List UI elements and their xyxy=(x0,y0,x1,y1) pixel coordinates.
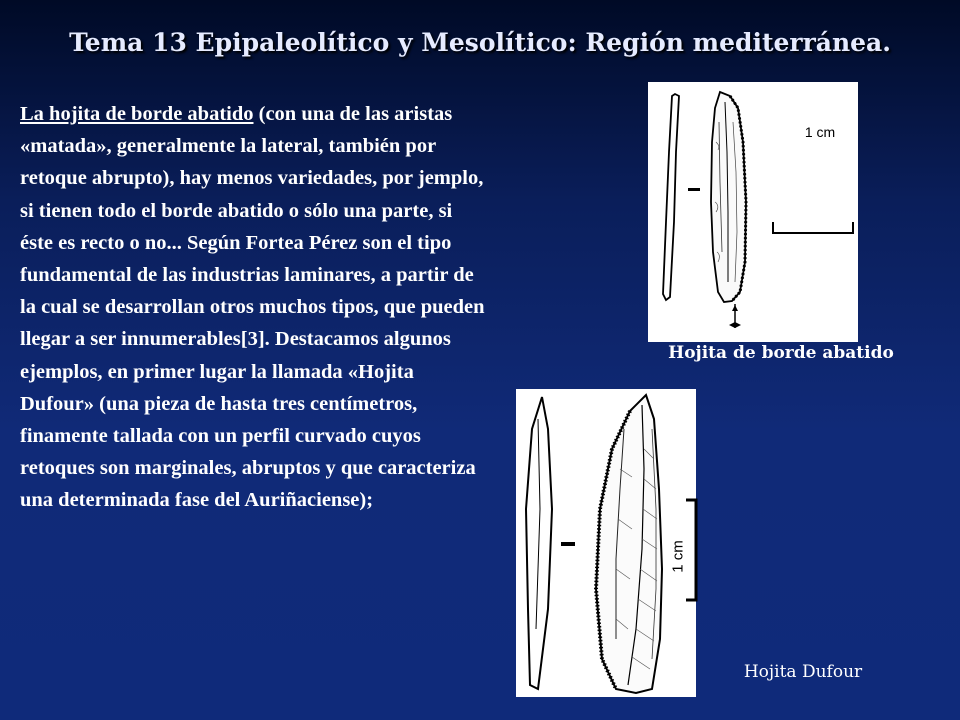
bladelet-drawing xyxy=(648,82,858,342)
scale-label-2: 1 cm xyxy=(669,540,687,573)
caption-hojita-borde-abatido: Hojita de borde abatido xyxy=(668,343,894,363)
body-text: (con una de las aristas «matada», generalmente la lateral, también por retoque abrupto), hay menos variedades, por jemplo, si tienen todo el borde abatido o sólo una parte, si éste es recto o no... Según Fortea Pérez son el tipo fundamental de las industrias laminares, a partir de la cual se desarrollan otros muchos tipos, que pueden llegar a ser innumerables[3]. Destacamos algunos ejemplos, en primer lugar la llamada «Hojita Dufour» (una pieza de hasta tres centímetros, finamente tallada con un perfil curvado cuyos retoques son marginales, abruptos y que caracteriza una determinada fase del Auriñaciense); xyxy=(20,103,485,512)
slide-title: Tema 13 Epipaleolítico y Mesolítico: Región mediterránea. xyxy=(69,28,891,57)
caption-hojita-dufour: Hojita Dufour xyxy=(743,662,863,682)
body-term: La hojita de borde abatido xyxy=(20,103,254,125)
scale-label-1: 1 cm xyxy=(804,124,836,140)
figure-hojita-borde-abatido xyxy=(648,82,858,342)
body-paragraph xyxy=(20,98,490,517)
